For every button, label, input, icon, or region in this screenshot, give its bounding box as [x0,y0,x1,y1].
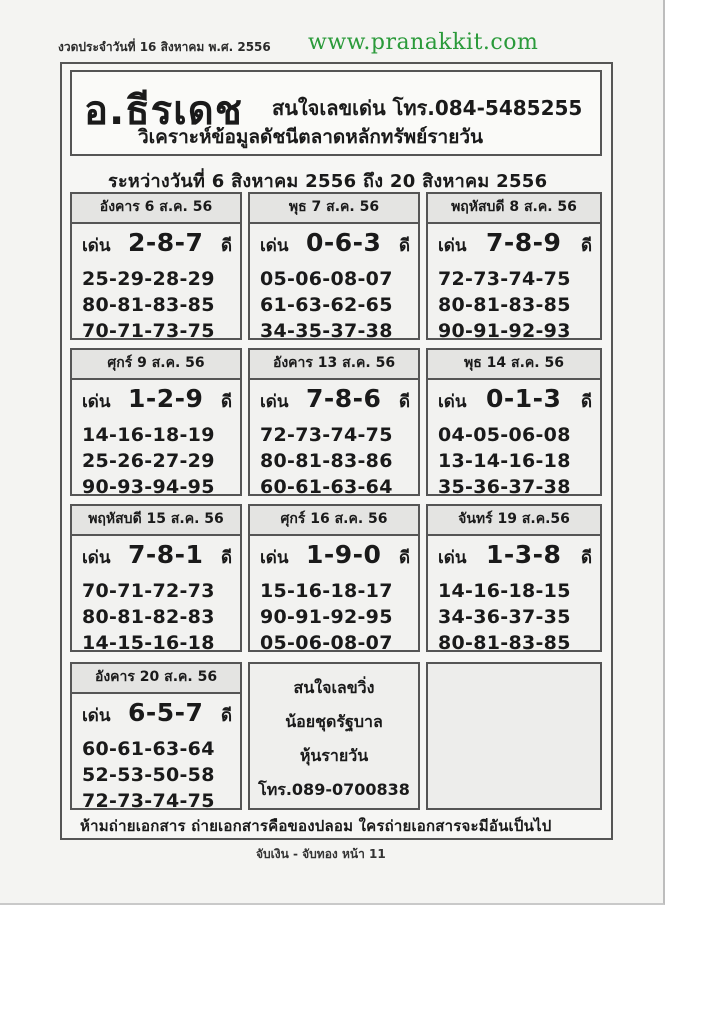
main-number-line [260,384,410,418]
cell-date: อังคาร 13 ส.ค. 56 [250,350,418,380]
main-number: 0-1-3 [486,384,562,413]
main-number: 1-2-9 [128,384,204,413]
number-line: 60-61-63-64 [82,738,215,760]
number-line: 14-16-18-15 [438,580,571,602]
prediction-cell [70,192,242,340]
number-line: 05-06-08-07 [260,268,393,290]
number-line: 13-14-16-18 [438,450,571,472]
promo-line-1: สนใจเลขวิ่ง [293,678,375,697]
label-good: ดี [398,236,410,256]
empty-cell [426,662,602,810]
label-good: ดี [580,236,592,256]
main-number: 6-5-7 [128,698,204,727]
prediction-cell [426,192,602,340]
date-range: ระหว่างวันที่ 6 สิงหาคม 2556 ถึง 20 สิงหาคม 2556 [108,171,548,192]
main-number-line [260,228,410,262]
promo-line-3: หุ้นรายวัน [299,746,369,765]
cell-date: ศุกร์ 16 ส.ค. 56 [250,506,418,536]
main-number: 7-8-9 [486,228,562,257]
main-number: 2-8-7 [128,228,204,257]
label-main: เด่น [82,706,111,726]
subtitle: วิเคราะห์ข้อมูลดัชนีตลาดหลักทรัพย์รายวัน [138,126,483,148]
number-line: 90-91-92-93 [438,320,571,342]
number-line: 80-81-83-85 [438,294,571,316]
number-line: 70-71-72-73 [82,580,215,602]
number-line: 80-81-82-83 [82,606,215,628]
copy-warning: ห้ามถ่ายเอกสาร ถ่ายเอกสารคือของปลอม ใครถ่ายเอกสารจะมีอันเป็นไป [80,817,552,835]
cell-date: อังคาร 6 ส.ค. 56 [72,194,240,224]
main-number-line [82,698,232,732]
prediction-cell [426,504,602,652]
label-main: เด่น [82,392,111,412]
label-main: เด่น [260,392,289,412]
main-number: 0-6-3 [306,228,382,257]
label-good: ดี [398,548,410,568]
prediction-cell [426,348,602,496]
label-main: เด่น [438,392,467,412]
cell-date: จันทร์ 19 ส.ค.56 [428,506,600,536]
main-number: 1-3-8 [486,540,562,569]
label-main: เด่น [260,548,289,568]
label-good: ดี [580,548,592,568]
label-main: เด่น [260,236,289,256]
number-line: 25-29-28-29 [82,268,215,290]
number-line: 05-06-08-07 [260,632,393,654]
contact-line: สนใจเลขเด่น โทร.084-5485255 [272,96,583,120]
number-line: 04-05-06-08 [438,424,571,446]
label-good: ดี [398,392,410,412]
main-number: 7-8-6 [306,384,382,413]
label-good: ดี [220,392,232,412]
main-number-line [260,540,410,574]
number-line: 35-36-37-38 [438,476,571,498]
number-line: 15-16-18-17 [260,580,393,602]
prediction-cell [248,504,420,652]
label-main: เด่น [82,548,111,568]
number-line: 34-35-37-38 [260,320,393,342]
number-line: 52-53-50-58 [82,764,215,786]
brand-name: อ.ธีรเดช [84,88,243,134]
number-line: 61-63-62-65 [260,294,393,316]
number-line: 90-93-94-95 [82,476,215,498]
main-number-line [438,228,592,262]
number-line: 72-73-74-75 [82,790,215,812]
number-line: 80-81-83-86 [260,450,393,472]
main-number: 1-9-0 [306,540,382,569]
number-line: 80-81-83-85 [438,632,571,654]
cell-date: พฤหัสบดี 8 ส.ค. 56 [428,194,600,224]
prediction-cell [248,192,420,340]
number-line: 60-61-63-64 [260,476,393,498]
number-line: 72-73-74-75 [438,268,571,290]
promo-phone: โทร.089-0700838 [258,780,410,799]
main-number: 7-8-1 [128,540,204,569]
label-good: ดี [220,706,232,726]
number-line: 25-26-27-29 [82,450,215,472]
label-main: เด่น [82,236,111,256]
cell-date: พฤหัสบดี 15 ส.ค. 56 [72,506,240,536]
number-line: 14-16-18-19 [82,424,215,446]
prediction-cell [70,504,242,652]
label-main: เด่น [438,548,467,568]
page-footer: จับเงิน - จับทอง หน้า 11 [256,847,386,861]
label-main: เด่น [438,236,467,256]
cell-date: พุธ 7 ส.ค. 56 [250,194,418,224]
main-number-line [438,384,592,418]
number-line: 72-73-74-75 [260,424,393,446]
main-number-line [438,540,592,574]
prediction-cell [248,348,420,496]
number-line: 90-91-92-95 [260,606,393,628]
issue-date-line: งวดประจำวันที่ 16 สิงหาคม พ.ศ. 2556 [58,40,271,54]
cell-date: ศุกร์ 9 ส.ค. 56 [72,350,240,380]
main-number-line [82,540,232,574]
main-number-line [82,228,232,262]
promo-box [248,662,420,810]
prediction-cell [70,662,242,810]
label-good: ดี [220,548,232,568]
number-line: 34-36-37-35 [438,606,571,628]
title-box [70,70,602,156]
website-watermark: www.pranakkit.com [308,30,539,55]
cell-date: พุธ 14 ส.ค. 56 [428,350,600,380]
promo-line-2: น้อยชุดรัฐบาล [285,712,383,731]
label-good: ดี [220,236,232,256]
number-line: 80-81-83-85 [82,294,215,316]
main-number-line [82,384,232,418]
number-line: 70-71-73-75 [82,320,215,342]
number-line: 14-15-16-18 [82,632,215,654]
label-good: ดี [580,392,592,412]
cell-date: อังคาร 20 ส.ค. 56 [72,664,240,694]
prediction-cell [70,348,242,496]
